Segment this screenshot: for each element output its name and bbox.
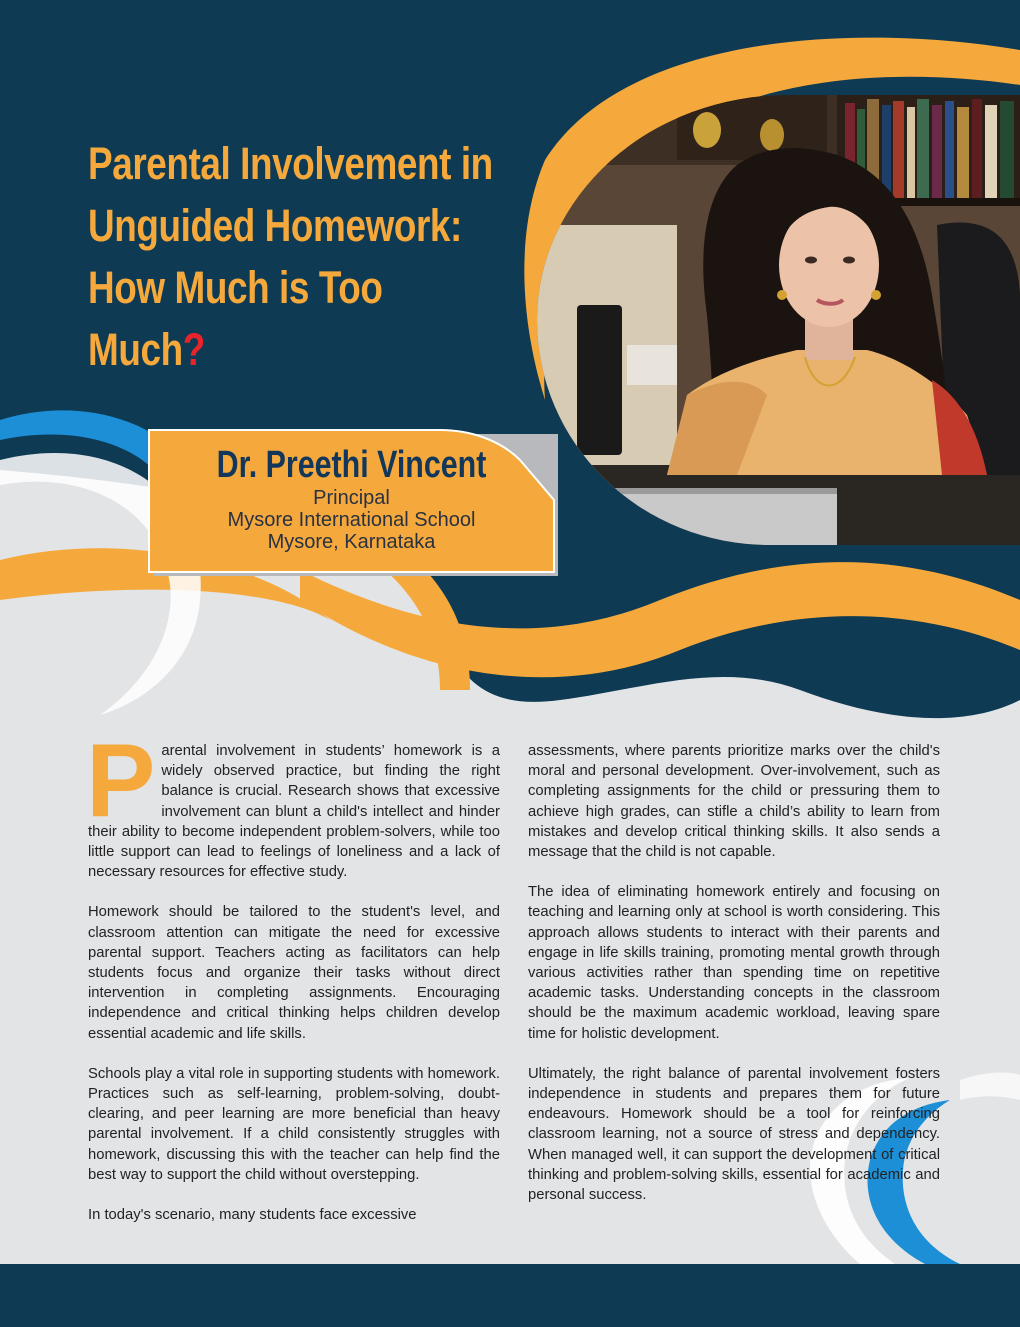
title-line-3: How Much is Too [88,262,383,313]
paragraph: Ultimately, the right balance of parental involvement fosters independence in students and prepares them for future endeavours. Homework should be a tool for reinforcing classroom learning, not a source of stress and dependency. When managed well, it can support the development of critical thinking and problem-solving skills, essential for academic and personal success. [528,1065,940,1204]
author-photo [537,95,1020,545]
title-line-4-text: Much [88,324,183,375]
paragraph: assessments, where parents prioritize marks over the child's moral and personal development. Over-involvement, such as completing assignments for the child or pressuring them to achieve high grades, can stifle a child’s ability to learn from mistakes and develop critical thinking skills. It also sends a message that the child is not capable. [528,743,940,861]
author-role: Principal [313,487,390,509]
drop-cap: P [86,723,156,839]
paragraph: Homework should be tailored to the student's level, and classroom attention can mitigate the need for excessive parental support. Teachers acting as facilitators can help students focus and organize their tasks without direct intervention in completing assignments. Encouraging independence and critical thinking helps children develop essential academic and life skills. [88,904,500,1042]
title-question-mark: ? [182,324,205,375]
author-portrait-illustration [537,95,1020,545]
article-column-right [528,741,940,1225]
title-line-2: Unguided Homework: [88,200,462,251]
paragraph: Schools play a vital role in supporting students with homework. Practices such as self-learning, problem-solving, doubt-clearing, and peer learning are more beneficial than heavy parental involvement. If a child consistently struggles with homework, discussing this with the teacher can help find the best way to support the child without overstepping. [88,1065,500,1183]
paragraph [86,723,500,882]
title-line-1: Parental Involvement in [88,138,493,189]
paragraph: In today's scenario, many students face excessive [88,1207,417,1224]
author-location: Mysore, Karnataka [267,531,436,553]
author-name: Dr. Preethi Vincent [216,444,487,486]
author-school: Mysore International School [227,509,476,531]
paragraph-text: arental involvement in students’ homework is a widely observed practice, but finding the right balance is crucial. Research shows that excessive involvement can blunt a child's intellect and hinder their ability to become independent problem-solvers, while too little support can lead to feelings of loneliness and a lack of necessary resources for effective study. [88,743,500,881]
title-line-4 [88,319,498,381]
author-info-box [149,430,554,572]
article-title [88,133,498,381]
paragraph: The idea of eliminating homework entirely and focusing on teaching and learning only at school is worth considering. This approach allows students to interact with their parents and engage in life skills training, promoting mental growth through various activities rather than spending time on repetitive academic tasks. Understanding concepts in the classroom should be the maximum academic workload, leaving spare time for holistic development. [528,884,940,1042]
article-column-left [86,723,500,1245]
footer-band [0,1264,1020,1327]
